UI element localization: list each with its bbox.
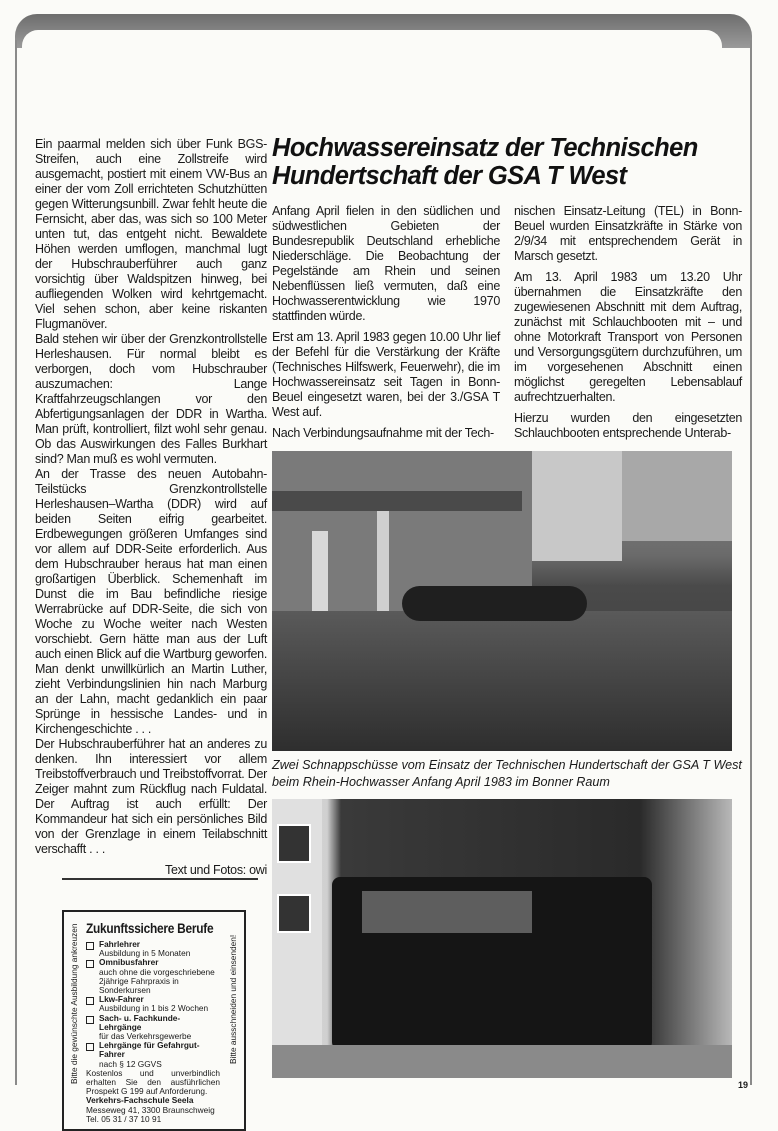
ad-address: Messeweg 41, 3300 Braunschweig: [86, 1104, 215, 1115]
option-detail: Ausbildung in 1 bis 2 Wochen: [99, 1003, 209, 1014]
checkbox[interactable]: [86, 942, 94, 950]
paragraph: Ein paarmal melden sich über Funk BGS-Streifen, auch eine Zollstreife wird ausgemacht, postiert mit einem VW-Bus an einer der vom Zoll errichteten Schutzhütten gegen Witterungsunbill. Zwar fehlt heute die Fernsicht, aber das, was sich so 100 Meter unten tut, das entgeht nicht. Bewaldete Höhen werden umflogen, manchmal lugt der Hubschrauberführer auch ganz vorsichtig über Waldspitzen hinweg, bei aufliegenden Wolken wird kehrtgemacht. Viel sehen schon, aber keine riskanten Flugmanöver.: [35, 137, 267, 331]
ad-side-note-left: Bitte die gewünschte Ausbildung ankreuzen: [69, 923, 79, 1084]
page-number: 19: [738, 1080, 749, 1090]
option-title: Fahrlehrer: [99, 939, 141, 949]
checkbox[interactable]: [86, 1016, 94, 1024]
paragraph: Erst am 13. April 1983 gegen 10.00 Uhr lief der Befehl für die Verstärkung der Kräfte (Technisches Hilfswerk, Feuerwehr), die im Hochwassereinsatz seit Tagen in Bonn-Beuel eingesetzt waren, bei der 3./GSA T West auf.: [272, 330, 500, 419]
article-columns: [272, 204, 742, 447]
checkbox[interactable]: [86, 997, 94, 1005]
paragraph: nischen Einsatz-Leitung (TEL) in Bonn-Beuel wurden Einsatzkräfte in Stärke von 2/9/34 mit entsprechendem Gerät in Marsch gesetzt.: [514, 204, 742, 263]
option-title: Lehrgänge für Gefahrgut-Fahrer: [99, 1040, 200, 1060]
checkbox[interactable]: [86, 1043, 94, 1051]
ad-option[interactable]: [86, 958, 220, 995]
article-column-1: [272, 204, 500, 447]
article-column-2: [514, 204, 742, 447]
option-title: Sach- u. Fachkunde-Lehrgänge: [99, 1012, 181, 1032]
author-credit: Text und Fotos: owi: [165, 863, 267, 877]
ad-option[interactable]: [86, 995, 220, 1013]
flood-boat-photo: [272, 451, 732, 751]
left-border: [15, 40, 17, 1085]
ad-title: Zukunftssichere Berufe: [86, 920, 214, 936]
photo-caption: Zwei Schnappschüsse vom Einsatz der Technischen Hundertschaft der GSA T West beim Rhein-Hochwasser Anfang April 1983 im Bonner Raum: [272, 758, 742, 789]
ad-option[interactable]: [86, 940, 220, 958]
right-border: [750, 40, 752, 1085]
ad-info: Kostenlos und unverbindlich erhalten Sie den ausführlichen Prospekt G 199 auf Anforderung.: [86, 1067, 220, 1097]
option-detail: auch ohne die vorgeschriebene 2jährige Fahrpraxis in Sonderkursen: [99, 966, 215, 996]
option-detail: für das Verkehrsgewerbe: [99, 1031, 192, 1042]
ad-option[interactable]: [86, 1041, 220, 1069]
paragraph: Nach Verbindungsaufnahme mit der Tech-: [272, 426, 494, 440]
paragraph: Der Hubschrauberführer hat an anderes zu denken. Ihn interessiert vor allem Treibstoffverbrauch und Treibstoffvorrat. Der Zeiger mahnt zum Rückflug nach Fuldatal. Der Auftrag ist auch erfüllt: Der Kommandeur hat sich ein persönliches Bild von der Grenzlage in einem Teilabschnitt verschafft . . .: [35, 737, 267, 856]
divider-rule: [62, 878, 258, 880]
article-area: [272, 134, 742, 1078]
left-column: [35, 137, 267, 878]
option-title: Lkw-Fahrer: [99, 994, 144, 1005]
option-detail: nach § 12 GGVS: [99, 1058, 162, 1069]
paragraph: Hierzu wurden den eingesetzten Schlauchbooten entsprechende Unterab-: [514, 411, 742, 440]
paragraph: An der Trasse des neuen Autobahn-Teilstücks Grenzkontrollstelle Herleshausen–Wartha (DDR) wird auf beiden Seiten eifrig gearbeitet. Erdbewegungen größeren Umfanges sind vor allem auf DDR-Seite erforderlich. Aus dem Hubschrauber heraus hat man einen großartigen Überblick. Schemenhaft im Dunst die im Bau befindliche riesige Werrabrücke auf DDR-Seite, die sich von Woche zu Woche weiter nach Westen vorschiebt. Gern hätte man aus der Luft auch einen Blick auf die Wartburg geworfen. Man denkt unwillkürlich an Martin Luther, zieht Verbindungslinien hin nach Marburg an der Lahn, macht gedanklich ein paar Sprünge in hessische Landes- und in Kirchengeschichte . . .: [35, 467, 267, 736]
article-headline: Hochwassereinsatz der Technischen Hundertschaft der GSA T West: [272, 134, 698, 190]
paragraph: Am 13. April 1983 um 13.20 Uhr übernahmen die Einsatzkräfte den zugewiesenen Abschnitt mit dem Auftrag, zunächst mit Schlauchbooten mit – und ohne Motorkraft Transport von Personen und Versorgungsgütern durchzuführen, um im vorgesehenen Abschnitt einen möglichst geregelten Lebensablauf aufrechtzuerhalten.: [514, 270, 742, 404]
option-title: Omnibusfahrer: [99, 957, 159, 968]
checkbox[interactable]: [86, 960, 94, 968]
flood-truck-photo: [272, 799, 732, 1078]
ad-side-note-right: Bitte ausschneiden und einsenden!: [228, 934, 238, 1064]
paragraph: Anfang April fielen in den südlichen und südwestlichen Gebieten der Bundesrepublik Deutschland erhebliche Niederschläge. Die Beobachtung der Pegelstände am Rhein und seinen Nebenflüssen ließ vermuten, daß eine Hochwasserentwicklung wie 1970 stattfinden würde.: [272, 204, 500, 323]
ad-company: Verkehrs-Fachschule Seela: [86, 1095, 194, 1106]
option-detail: Ausbildung in 5 Monaten: [99, 948, 191, 959]
ad-phone: Tel. 05 31 / 37 10 91: [86, 1113, 162, 1124]
header-band-inner: [22, 30, 722, 50]
advertisement-coupon: [62, 910, 246, 1131]
paragraph: Bald stehen wir über der Grenzkontrollstelle Herleshausen. Für normal bleibt es verborgen, doch vom Hubschrauber auszumachen: Lange Kraftfahrzeugschlangen vor den Abfertigungsanlagen der DDR in Wartha. Man prüft, kontrolliert, filzt wohl sehr genau. Ob das Auswirkungen des Falles Burkhart sind? Man muß es wohl vermuten.: [35, 332, 267, 466]
ad-option[interactable]: [86, 1014, 220, 1042]
left-column-area: [35, 137, 267, 1124]
